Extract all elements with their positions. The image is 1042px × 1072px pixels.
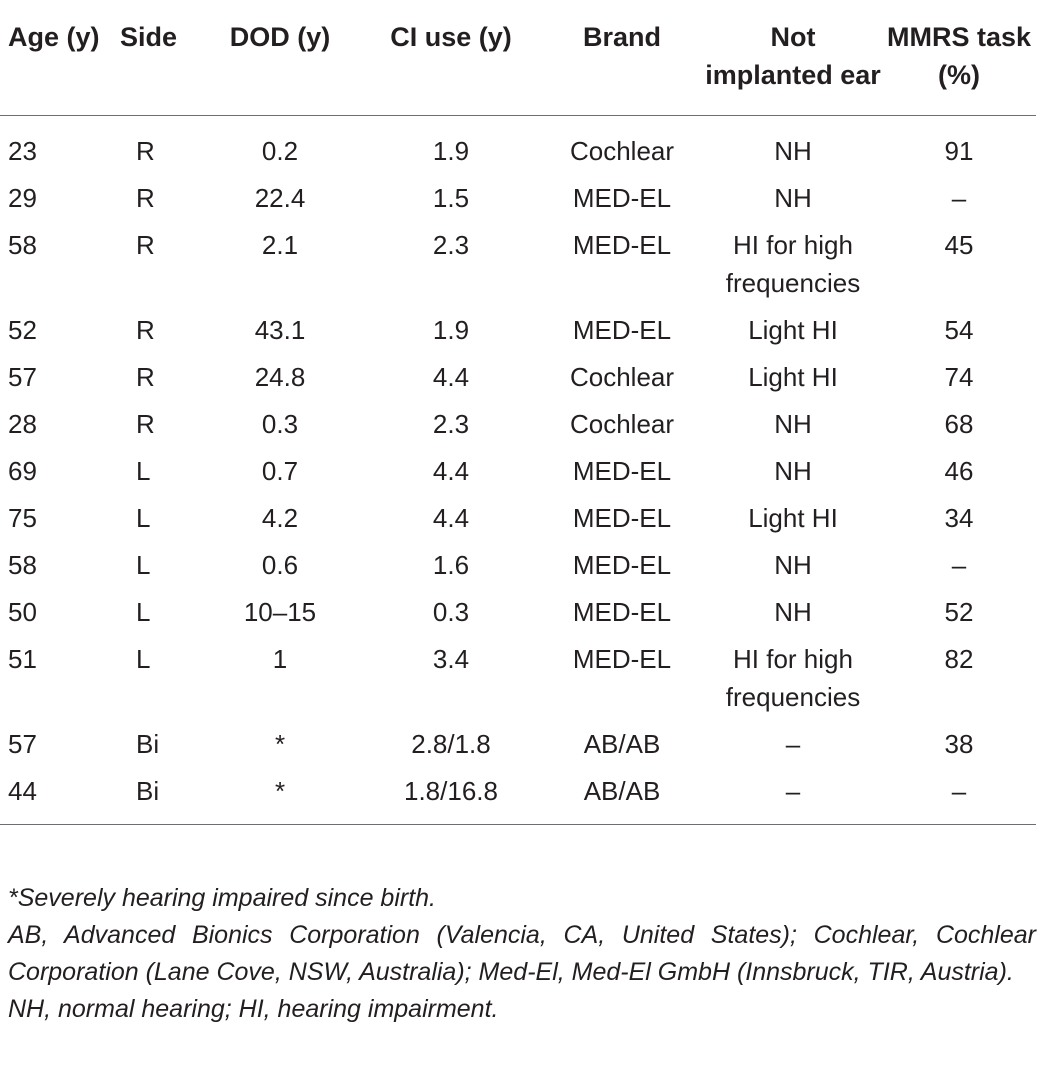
cell-brand: Cochlear	[569, 409, 675, 439]
cell-age: 50	[8, 597, 37, 627]
cell-not-implanted-ear: NH	[774, 409, 812, 439]
cell-age: 75	[8, 503, 37, 533]
cell-age: 51	[8, 644, 37, 674]
cell-side: L	[136, 597, 151, 627]
cell-side: L	[136, 550, 151, 580]
header-side: Side	[120, 22, 178, 52]
cell-dod: 2.1	[261, 230, 299, 260]
header-brand: Brand	[582, 22, 661, 52]
cell-side: R	[136, 136, 155, 166]
cell-dod: 1	[272, 644, 288, 674]
table-row	[0, 589, 1036, 636]
cell-side: Bi	[136, 729, 160, 759]
cell-side: R	[136, 409, 155, 439]
header-age: Age (y)	[8, 22, 100, 52]
cell-mmrs-task: –	[951, 183, 967, 213]
cell-brand: MED-EL	[572, 315, 672, 345]
table-body	[0, 116, 1036, 825]
cell-mmrs-task: 45	[944, 230, 974, 260]
footnote-asterisk: *Severely hearing impaired since birth.	[8, 884, 436, 912]
cell-dod: 10–15	[243, 597, 317, 627]
cell-not-implanted-ear: NH	[774, 183, 812, 213]
cell-ci-use: 1.9	[432, 315, 470, 345]
header-dod: DOD (y)	[229, 22, 331, 52]
table-row	[0, 116, 1036, 176]
cell-age: 58	[8, 550, 37, 580]
cell-ci-use: 1.6	[432, 550, 470, 580]
footnote-brands: AB, Advanced Bionics Corporation (Valencia, CA, United States); Cochlear, Cochlear Corporation (Lane Cove, NSW, Australia); Med-El, Med-El GmbH (Innsbruck, TIR, Austria).	[8, 921, 1036, 986]
cell-brand: AB/AB	[583, 729, 661, 759]
cell-brand: Cochlear	[569, 136, 675, 166]
cell-mmrs-task: 91	[944, 136, 974, 166]
table-row	[0, 495, 1036, 542]
cell-age: 58	[8, 230, 37, 260]
cell-mmrs-task: –	[951, 550, 967, 580]
header-not-implanted-ear: Not implanted ear	[705, 22, 881, 90]
cell-dod: 0.2	[261, 136, 299, 166]
table-row	[0, 542, 1036, 589]
cell-side: R	[136, 183, 155, 213]
cell-side: L	[136, 644, 151, 674]
cell-brand: MED-EL	[572, 597, 672, 627]
cell-mmrs-task: 34	[944, 503, 974, 533]
cell-not-implanted-ear: NH	[774, 456, 812, 486]
cell-brand: MED-EL	[572, 644, 672, 674]
cell-mmrs-task: 52	[944, 597, 974, 627]
cell-ci-use: 0.3	[432, 597, 470, 627]
table-row	[0, 401, 1036, 448]
cell-side: R	[136, 362, 155, 392]
cell-dod: *	[274, 776, 286, 806]
cell-dod: 0.6	[261, 550, 299, 580]
cell-brand: MED-EL	[572, 503, 672, 533]
cell-mmrs-task: 54	[944, 315, 974, 345]
table-row	[0, 175, 1036, 222]
cell-brand: MED-EL	[572, 183, 672, 213]
cell-not-implanted-ear: Light HI	[748, 362, 838, 392]
cell-age: 44	[8, 776, 37, 806]
cell-dod: 43.1	[254, 315, 306, 345]
cell-dod: 22.4	[254, 183, 306, 213]
footnote-abbreviations: NH, normal hearing; HI, hearing impairment.	[8, 995, 499, 1023]
cell-not-implanted-ear: Light HI	[748, 503, 838, 533]
cell-side: L	[136, 503, 151, 533]
table-header	[0, 0, 1036, 116]
cell-side: Bi	[136, 776, 160, 806]
cell-side: R	[136, 230, 155, 260]
cell-dod: 24.8	[254, 362, 306, 392]
cell-age: 69	[8, 456, 37, 486]
header-mmrs-task: MMRS task (%)	[886, 22, 1032, 90]
cell-ci-use: 4.4	[432, 362, 470, 392]
cell-ci-use: 3.4	[432, 644, 470, 674]
cell-age: 57	[8, 729, 37, 759]
cell-brand: Cochlear	[569, 362, 675, 392]
cell-not-implanted-ear: –	[785, 776, 801, 806]
cell-age: 28	[8, 409, 37, 439]
cell-mmrs-task: –	[951, 776, 967, 806]
header-row	[0, 0, 1036, 116]
cell-mmrs-task: 46	[944, 456, 974, 486]
cell-age: 23	[8, 136, 37, 166]
cell-mmrs-task: 38	[944, 729, 974, 759]
table-row	[0, 222, 1036, 307]
cell-ci-use: 2.8/1.8	[411, 729, 491, 759]
cell-ci-use: 4.4	[432, 503, 470, 533]
cell-brand: AB/AB	[583, 776, 661, 806]
cell-not-implanted-ear: NH	[774, 550, 812, 580]
table-row	[0, 721, 1036, 768]
cell-mmrs-task: 68	[944, 409, 974, 439]
table-row	[0, 354, 1036, 401]
cell-ci-use: 2.3	[432, 230, 470, 260]
table-row	[0, 307, 1036, 354]
cell-ci-use: 1.5	[432, 183, 470, 213]
cell-dod: 0.3	[261, 409, 299, 439]
cell-ci-use: 1.8/16.8	[404, 776, 498, 806]
cell-not-implanted-ear: HI for high frequencies	[725, 230, 861, 298]
cell-not-implanted-ear: Light HI	[748, 315, 838, 345]
cell-brand: MED-EL	[572, 550, 672, 580]
cell-age: 29	[8, 183, 37, 213]
table-row	[0, 448, 1036, 495]
table-footnotes	[8, 880, 1036, 1028]
cell-age: 57	[8, 362, 37, 392]
header-ci-use: CI use (y)	[390, 22, 512, 52]
cell-not-implanted-ear: NH	[774, 597, 812, 627]
cell-side: R	[136, 315, 155, 345]
cell-mmrs-task: 74	[944, 362, 974, 392]
cell-age: 52	[8, 315, 37, 345]
cell-ci-use: 4.4	[432, 456, 470, 486]
table-row	[0, 768, 1036, 825]
cell-dod: *	[274, 729, 286, 759]
table-row	[0, 636, 1036, 721]
cell-dod: 0.7	[261, 456, 299, 486]
cell-brand: MED-EL	[572, 456, 672, 486]
cell-brand: MED-EL	[572, 230, 672, 260]
cell-side: L	[136, 456, 151, 486]
cell-dod: 4.2	[261, 503, 299, 533]
cell-ci-use: 2.3	[432, 409, 470, 439]
cell-ci-use: 1.9	[432, 136, 470, 166]
cell-not-implanted-ear: HI for high frequencies	[725, 644, 861, 712]
cell-mmrs-task: 82	[944, 644, 974, 674]
cell-not-implanted-ear: NH	[774, 136, 812, 166]
cell-not-implanted-ear: –	[785, 729, 801, 759]
